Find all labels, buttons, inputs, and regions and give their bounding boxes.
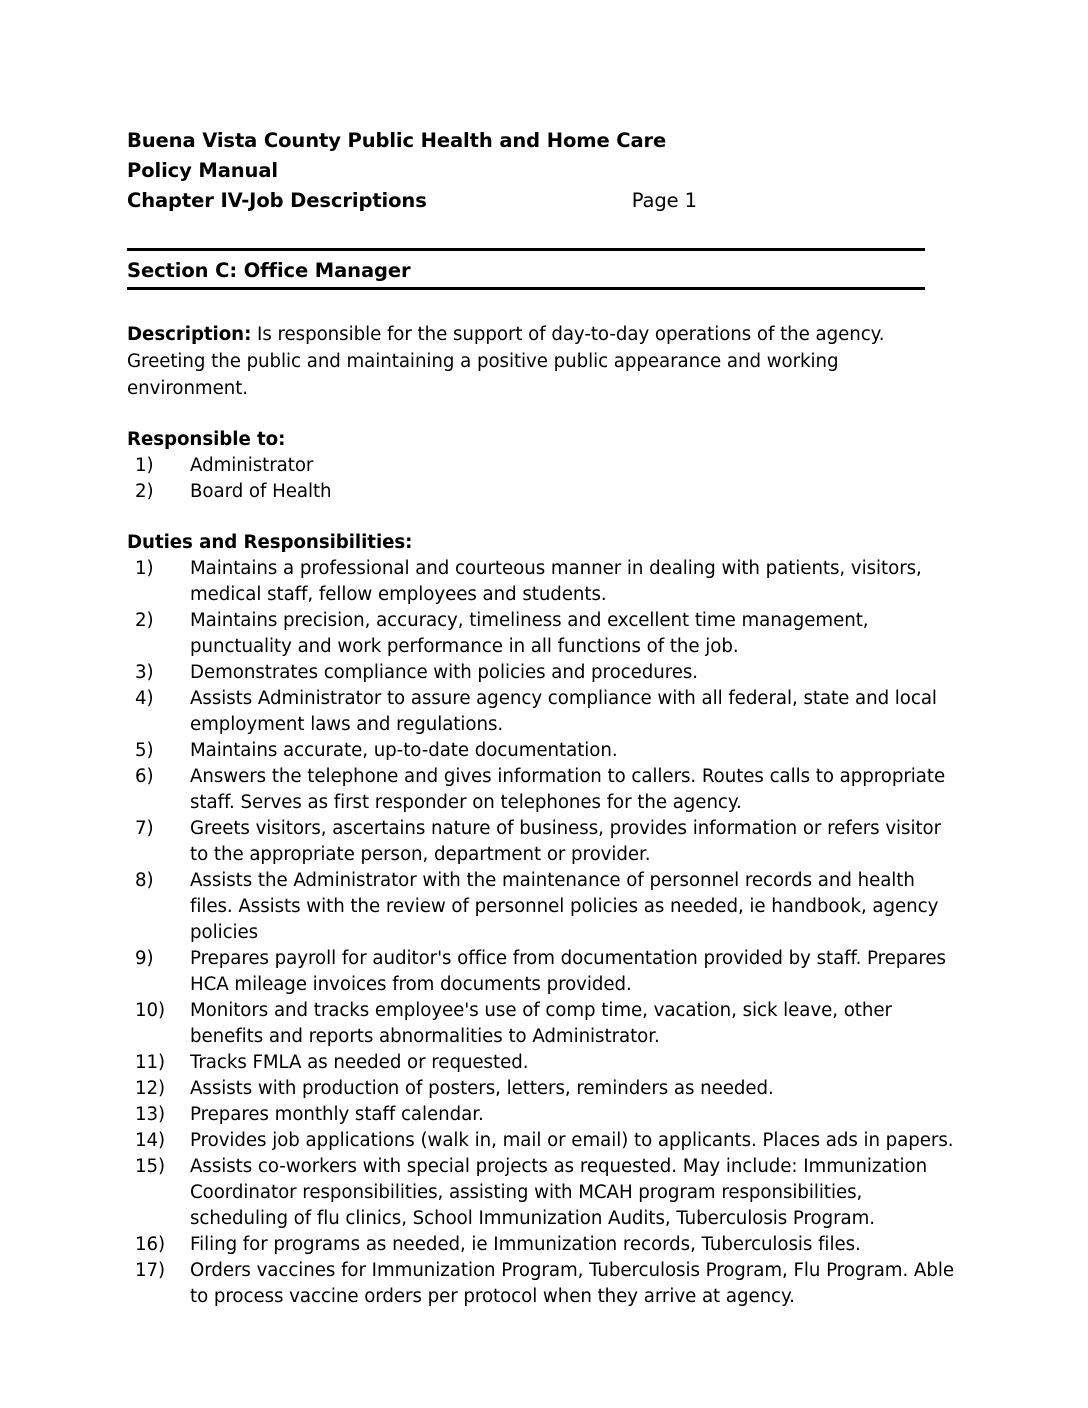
list-item-number: 2) [135,610,154,631]
list-item-text: Filing for programs as needed, ie Immunization records, Tuberculosis files. [190,1234,861,1255]
description-label: Description: [127,324,252,345]
chapter-line [127,186,962,216]
list-item-number: 15) [135,1156,166,1177]
horizontal-rule-bottom [127,287,925,290]
list-item-text: Demonstrates compliance with policies and procedures. [190,662,699,683]
table-row [127,1128,962,1154]
organization-name: Buena Vista County Public Health and Home Care [127,129,667,152]
table-row [127,1050,962,1076]
description-paragraph [127,321,960,402]
manual-title: Policy Manual [127,159,278,182]
table-row [127,868,962,946]
list-item-number: 2) [135,481,154,502]
document-content [127,126,962,1310]
table-row [127,1232,962,1258]
duties-list [127,556,962,1310]
document-header [127,126,962,216]
chapter-title: Chapter IV-Job Descriptions [127,189,427,212]
list-item-text: Administrator [190,455,314,476]
table-row [127,816,962,868]
responsible-to-heading: Responsible to: [127,429,286,450]
list-item-number: 10) [135,1000,166,1021]
duties-heading: Duties and Responsibilities: [127,532,413,553]
table-row [127,686,962,738]
list-item-number: 17) [135,1260,166,1281]
list-item-text: Maintains precision, accuracy, timeliness and excellent time management, punctuality and work performance in all functions of the job. [190,610,869,657]
list-item-text: Assists the Administrator with the maintenance of personnel records and health files. Assists with the review of personnel policies as needed, ie handbook, agency policies [190,870,939,943]
document-body [127,321,962,1310]
list-item-text: Answers the telephone and gives information to callers. Routes calls to appropriate staff. Serves as first responder on telephones for the agency. [190,766,946,813]
list-item-text: Assists with production of posters, letters, reminders as needed. [190,1078,774,1099]
table-row [127,1076,962,1102]
list-item-number: 6) [135,766,154,787]
table-row [127,660,962,686]
table-row [127,764,962,816]
spacer [127,402,962,426]
list-item-number: 1) [135,455,154,476]
table-row [127,998,962,1050]
list-item-number: 1) [135,558,154,579]
table-row [127,946,962,998]
list-item-number: 3) [135,662,154,683]
table-row [127,738,962,764]
list-item-number: 9) [135,948,154,969]
list-item-number: 8) [135,870,154,891]
table-row [127,608,962,660]
list-item-text: Orders vaccines for Immunization Program, Tuberculosis Program, Flu Program. Able to process vaccine orders per protocol when they arrive at agency. [190,1260,954,1307]
table-row [127,556,962,608]
list-item-text: Greets visitors, ascertains nature of business, provides information or refers visitor to the appropriate person, department or provider. [190,818,942,865]
list-item-text: Provides job applications (walk in, mail or email) to applicants. Places ads in papers. [190,1130,954,1151]
list-item-text: Tracks FMLA as needed or requested. [190,1052,529,1073]
horizontal-rule-top [127,248,925,251]
list-item-text: Prepares payroll for auditor's office from documentation provided by staff. Prepares HCA mileage invoices from documents provided. [190,948,946,995]
responsible-to-list [127,453,962,505]
list-item-text: Assists co-workers with special projects as requested. May include: Immunization Coordinator responsibilities, assisting with MCAH program responsibilities, scheduling of flu clinics, School Immunization Audits, Tuberculosis Program. [190,1156,928,1229]
table-row [127,1154,962,1232]
list-item-text: Prepares monthly staff calendar. [190,1104,484,1125]
list-item-text: Monitors and tracks employee's use of comp time, vacation, sick leave, other benefits and reports abnormalities to Administrator. [190,1000,892,1047]
list-item-number: 12) [135,1078,166,1099]
list-item-number: 13) [135,1104,166,1125]
list-item [127,453,962,479]
list-item-number: 7) [135,818,154,839]
page-number: Page 1 [631,189,697,212]
table-row [127,1102,962,1128]
description-text: Is responsible for the support of day-to-day operations of the agency. Greeting the public and maintaining a positive public appearance and working environment. [127,324,885,399]
list-item-number: 14) [135,1130,166,1151]
section-heading-block [127,258,962,284]
list-item [127,479,962,505]
section-title: Section C: Office Manager [127,259,411,282]
list-item-number: 16) [135,1234,166,1255]
table-row [127,1258,962,1310]
list-item-text: Maintains accurate, up-to-date documentation. [190,740,618,761]
spacer [127,505,962,529]
list-item-text: Board of Health [190,481,332,502]
list-item-text: Maintains a professional and courteous manner in dealing with patients, visitors, medical staff, fellow employees and students. [190,558,922,605]
list-item-text: Assists Administrator to assure agency compliance with all federal, state and local employment laws and regulations. [190,688,937,735]
list-item-number: 5) [135,740,154,761]
list-item-number: 11) [135,1052,166,1073]
list-item-number: 4) [135,688,154,709]
